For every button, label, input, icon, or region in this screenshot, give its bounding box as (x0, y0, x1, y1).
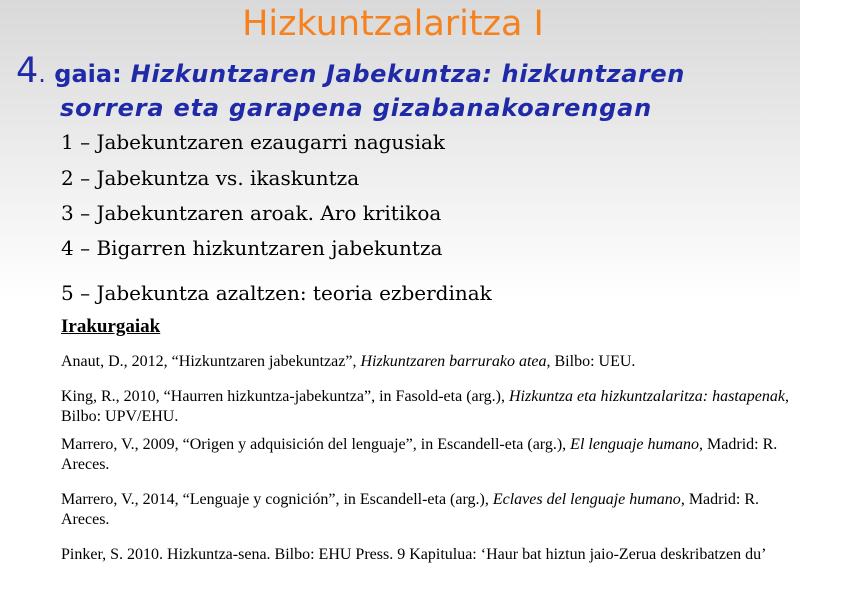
topic-heading (16, 51, 796, 122)
reading-item (61, 352, 806, 372)
reading-title: El lenguaje humano (570, 436, 700, 453)
topic-title-line2: sorrera eta garapena gizabanakoarengan (60, 94, 652, 122)
reading-text: , Bilbo: UPV/EHU. (61, 388, 789, 425)
reading-text: , Madrid: R. Areces. (61, 491, 760, 528)
agenda-item: 1 – Jabekuntzaren ezaugarri nagusiak (61, 130, 446, 154)
reading-title: Hizkuntzaren barrurako atea (360, 353, 547, 370)
readings-heading: Irakurgaiak (61, 316, 161, 337)
agenda-item: 4 – Bigarren hizkuntzaren jabekuntza (61, 236, 443, 260)
agenda-item: 3 – Jabekuntzaren aroak. Aro kritikoa (61, 201, 442, 225)
reading-text: , Madrid: R. Areces. (61, 436, 778, 473)
reading-item (61, 435, 806, 475)
reading-text: Marrero, V., 2014, “Lenguaje y cognición”, in Escandell-eta (arg.), (61, 491, 493, 508)
topic-dot: . (38, 60, 46, 88)
slide-title: Hizkuntzalaritza I (242, 4, 544, 44)
reading-text: Anaut, D., 2012, “Hizkuntzaren jabekuntzaz”, (61, 353, 361, 370)
topic-prefix: gaia: (45, 60, 122, 88)
reading-title: Eclaves del lenguaje humano (492, 491, 681, 508)
reading-item (61, 490, 806, 530)
reading-text: Pinker, S. 2010. Hizkuntza-sena. Bilbo: EHU Press. 9 Kapitulua: ‘Haur bat hiztun jaio-Zerua deskribatzen du’ (61, 546, 767, 563)
reading-item (61, 387, 806, 427)
agenda-item: 2 – Jabekuntza vs. ikaskuntza (61, 166, 360, 190)
reading-item (61, 545, 806, 565)
topic-number: 4 (16, 51, 39, 91)
reading-text: , Bilbo: UEU. (546, 353, 636, 370)
reading-text: Marrero, V., 2009, “Origen y adquisición del lenguaje”, in Escandell-eta (arg.), (61, 436, 571, 453)
topic-title-line1: Hizkuntzaren Jabekuntza: hizkuntzaren (121, 60, 685, 88)
reading-title: Hizkuntza eta hizkuntzalaritza: hastapenak (509, 388, 785, 405)
reading-text: King, R., 2010, “Haurren hizkuntza-jabekuntza”, in Fasold-eta (arg.), (61, 388, 509, 405)
agenda-item: 5 – Jabekuntza azaltzen: teoria ezberdinak (61, 281, 492, 305)
